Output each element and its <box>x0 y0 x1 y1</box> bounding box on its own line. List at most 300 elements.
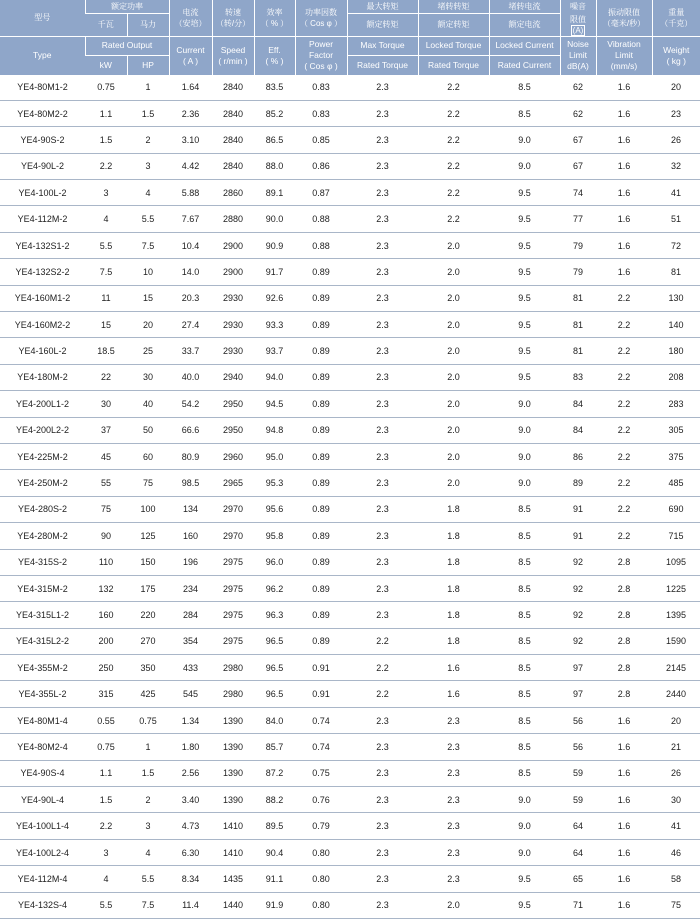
cell-locked-current: 8.5 <box>489 602 560 628</box>
cell-hp: 220 <box>127 602 169 628</box>
cell-hp: 2 <box>127 787 169 813</box>
cell-locked-torque: 2.0 <box>418 892 489 918</box>
cell-locked-torque: 1.8 <box>418 628 489 654</box>
cell-speed: 2960 <box>212 443 254 469</box>
table-row <box>0 575 700 601</box>
cell-hp: 10 <box>127 259 169 285</box>
cell-kw: 0.75 <box>85 734 127 760</box>
cell-current: 196 <box>169 549 212 575</box>
cell-weight: 23 <box>652 100 700 126</box>
cell-noise: 81 <box>560 338 596 364</box>
cell-power-factor: 0.89 <box>295 523 347 549</box>
cell-kw: 5.5 <box>85 232 127 258</box>
cell-weight: 2145 <box>652 655 700 681</box>
cell-eff: 91.1 <box>254 866 295 892</box>
cell-vibration: 2.2 <box>596 417 652 443</box>
cell-locked-current: 8.5 <box>489 760 560 786</box>
cell-kw: 5.5 <box>85 892 127 918</box>
cell-noise: 92 <box>560 628 596 654</box>
cell-weight: 46 <box>652 839 700 865</box>
cell-hp: 425 <box>127 681 169 707</box>
table-row <box>0 549 700 575</box>
cell-vibration: 1.6 <box>596 206 652 232</box>
cell-vibration: 2.8 <box>596 549 652 575</box>
cell-locked-torque: 2.2 <box>418 206 489 232</box>
cell-locked-current: 8.5 <box>489 100 560 126</box>
cell-locked-torque: 2.0 <box>418 364 489 390</box>
cell-current: 40.0 <box>169 364 212 390</box>
cell-eff: 95.3 <box>254 470 295 496</box>
cell-locked-torque: 2.2 <box>418 180 489 206</box>
cell-hp: 1 <box>127 75 169 101</box>
cell-type: YE4-315L2-2 <box>0 628 85 654</box>
table-header <box>0 0 700 75</box>
table-row <box>0 391 700 417</box>
cell-hp: 1.5 <box>127 100 169 126</box>
cell-current: 1.80 <box>169 734 212 760</box>
cell-type: YE4-315L1-2 <box>0 602 85 628</box>
cell-current: 4.42 <box>169 153 212 179</box>
header-vib-cn: 振动限值 （毫米/秒） <box>596 0 652 36</box>
cell-locked-current: 9.5 <box>489 866 560 892</box>
cell-type: YE4-132S1-2 <box>0 232 85 258</box>
cell-current: 354 <box>169 628 212 654</box>
cell-locked-current: 8.5 <box>489 681 560 707</box>
cell-locked-torque: 2.0 <box>418 285 489 311</box>
cell-kw: 315 <box>85 681 127 707</box>
cell-hp: 1 <box>127 734 169 760</box>
cell-kw: 0.55 <box>85 707 127 733</box>
cell-max-torque: 2.3 <box>347 127 418 153</box>
table-row <box>0 153 700 179</box>
cell-eff: 96.5 <box>254 655 295 681</box>
cell-max-torque: 2.3 <box>347 892 418 918</box>
cell-speed: 2840 <box>212 100 254 126</box>
cell-power-factor: 0.91 <box>295 655 347 681</box>
cell-eff: 95.6 <box>254 496 295 522</box>
cell-power-factor: 0.89 <box>295 259 347 285</box>
noise-a-badge: (A) <box>572 25 584 35</box>
cell-type: YE4-160M2-2 <box>0 312 85 338</box>
cell-max-torque: 2.3 <box>347 602 418 628</box>
cell-eff: 96.3 <box>254 602 295 628</box>
cell-locked-current: 9.0 <box>489 391 560 417</box>
cell-weight: 180 <box>652 338 700 364</box>
cell-hp: 150 <box>127 549 169 575</box>
cell-kw: 2.2 <box>85 813 127 839</box>
table-row <box>0 496 700 522</box>
cell-kw: 200 <box>85 628 127 654</box>
cell-eff: 85.2 <box>254 100 295 126</box>
cell-vibration: 2.8 <box>596 628 652 654</box>
cell-max-torque: 2.3 <box>347 206 418 232</box>
header-lockt-cn2: 额定转矩 <box>418 14 489 37</box>
cell-locked-current: 9.5 <box>489 206 560 232</box>
cell-hp: 30 <box>127 364 169 390</box>
cell-power-factor: 0.89 <box>295 575 347 601</box>
cell-speed: 2900 <box>212 232 254 258</box>
cell-power-factor: 0.76 <box>295 787 347 813</box>
cell-type: YE4-160M1-2 <box>0 285 85 311</box>
cell-locked-current: 9.5 <box>489 364 560 390</box>
cell-vibration: 1.6 <box>596 75 652 101</box>
cell-vibration: 2.2 <box>596 523 652 549</box>
header-rated-output-en: Rated Output <box>85 36 169 55</box>
cell-vibration: 2.2 <box>596 285 652 311</box>
table-row <box>0 707 700 733</box>
table-body <box>0 75 700 919</box>
header-lockc-cn: 堵转电流 <box>489 0 560 14</box>
cell-locked-torque: 2.0 <box>418 470 489 496</box>
cell-speed: 2975 <box>212 602 254 628</box>
cell-weight: 81 <box>652 259 700 285</box>
cell-locked-torque: 2.3 <box>418 866 489 892</box>
cell-eff: 88.2 <box>254 787 295 813</box>
cell-kw: 22 <box>85 364 127 390</box>
table-row <box>0 100 700 126</box>
cell-hp: 125 <box>127 523 169 549</box>
cell-type: YE4-90S-4 <box>0 760 85 786</box>
cell-noise: 86 <box>560 443 596 469</box>
cell-type: YE4-280S-2 <box>0 496 85 522</box>
header-current-cn: 电流 （安培） <box>169 0 212 36</box>
cell-hp: 100 <box>127 496 169 522</box>
cell-power-factor: 0.91 <box>295 681 347 707</box>
cell-max-torque: 2.3 <box>347 364 418 390</box>
cell-speed: 2970 <box>212 496 254 522</box>
cell-power-factor: 0.75 <box>295 760 347 786</box>
cell-kw: 1.1 <box>85 100 127 126</box>
table-row <box>0 734 700 760</box>
cell-current: 545 <box>169 681 212 707</box>
cell-eff: 96.5 <box>254 681 295 707</box>
cell-noise: 81 <box>560 312 596 338</box>
cell-kw: 1.5 <box>85 127 127 153</box>
cell-max-torque: 2.3 <box>347 312 418 338</box>
cell-locked-torque: 2.0 <box>418 338 489 364</box>
cell-vibration: 1.6 <box>596 892 652 918</box>
table-row <box>0 655 700 681</box>
cell-power-factor: 0.83 <box>295 100 347 126</box>
cell-hp: 2 <box>127 127 169 153</box>
cell-noise: 67 <box>560 153 596 179</box>
cell-current: 80.9 <box>169 443 212 469</box>
cell-noise: 92 <box>560 549 596 575</box>
cell-eff: 92.6 <box>254 285 295 311</box>
cell-current: 7.67 <box>169 206 212 232</box>
cell-hp: 75 <box>127 470 169 496</box>
cell-noise: 59 <box>560 760 596 786</box>
cell-eff: 88.0 <box>254 153 295 179</box>
cell-type: YE4-200L2-2 <box>0 417 85 443</box>
cell-power-factor: 0.80 <box>295 866 347 892</box>
table-row <box>0 866 700 892</box>
cell-max-torque: 2.3 <box>347 391 418 417</box>
cell-noise: 84 <box>560 391 596 417</box>
cell-kw: 55 <box>85 470 127 496</box>
cell-eff: 94.8 <box>254 417 295 443</box>
cell-speed: 2950 <box>212 417 254 443</box>
cell-noise: 92 <box>560 575 596 601</box>
cell-locked-torque: 2.0 <box>418 417 489 443</box>
cell-vibration: 2.8 <box>596 575 652 601</box>
cell-locked-torque: 1.8 <box>418 575 489 601</box>
cell-max-torque: 2.3 <box>347 285 418 311</box>
cell-kw: 4 <box>85 866 127 892</box>
cell-locked-torque: 2.3 <box>418 813 489 839</box>
cell-kw: 90 <box>85 523 127 549</box>
cell-speed: 2975 <box>212 575 254 601</box>
cell-locked-current: 9.5 <box>489 259 560 285</box>
table-row <box>0 839 700 865</box>
header-maxt-cn: 最大转矩 <box>347 0 418 14</box>
cell-current: 2.56 <box>169 760 212 786</box>
cell-vibration: 1.6 <box>596 232 652 258</box>
cell-weight: 41 <box>652 813 700 839</box>
cell-current: 11.4 <box>169 892 212 918</box>
cell-eff: 89.5 <box>254 813 295 839</box>
cell-weight: 26 <box>652 760 700 786</box>
header-type-cn: 型号 <box>0 0 85 36</box>
cell-max-torque: 2.3 <box>347 338 418 364</box>
cell-vibration: 2.2 <box>596 470 652 496</box>
header-noise-cn: 噪音 <box>560 0 596 14</box>
cell-speed: 1390 <box>212 734 254 760</box>
cell-weight: 485 <box>652 470 700 496</box>
cell-vibration: 1.6 <box>596 707 652 733</box>
table-row <box>0 312 700 338</box>
cell-weight: 30 <box>652 787 700 813</box>
cell-vibration: 1.6 <box>596 100 652 126</box>
cell-noise: 91 <box>560 523 596 549</box>
cell-weight: 58 <box>652 866 700 892</box>
cell-current: 27.4 <box>169 312 212 338</box>
header-speed-en: Speed ( r/min ) <box>212 36 254 75</box>
cell-speed: 2840 <box>212 75 254 101</box>
cell-vibration: 1.6 <box>596 866 652 892</box>
cell-vibration: 1.6 <box>596 787 652 813</box>
cell-locked-torque: 1.8 <box>418 523 489 549</box>
cell-speed: 2930 <box>212 285 254 311</box>
cell-hp: 350 <box>127 655 169 681</box>
header-lockt-cn: 堵转转矩 <box>418 0 489 14</box>
cell-noise: 79 <box>560 259 596 285</box>
cell-kw: 30 <box>85 391 127 417</box>
cell-eff: 91.9 <box>254 892 295 918</box>
header-noise-en: Noise Limit dB(A) <box>560 36 596 75</box>
cell-max-torque: 2.3 <box>347 180 418 206</box>
cell-current: 2.36 <box>169 100 212 126</box>
cell-type: YE4-250M-2 <box>0 470 85 496</box>
cell-type: YE4-225M-2 <box>0 443 85 469</box>
cell-weight: 21 <box>652 734 700 760</box>
cell-hp: 4 <box>127 839 169 865</box>
header-vib-en: Vibration Limit (mm/s) <box>596 36 652 75</box>
cell-speed: 1390 <box>212 707 254 733</box>
cell-current: 20.3 <box>169 285 212 311</box>
cell-kw: 7.5 <box>85 259 127 285</box>
header-hp-cn: 马力 <box>127 14 169 37</box>
cell-noise: 97 <box>560 655 596 681</box>
cell-power-factor: 0.89 <box>295 312 347 338</box>
cell-noise: 56 <box>560 734 596 760</box>
cell-type: YE4-80M2-2 <box>0 100 85 126</box>
cell-hp: 5.5 <box>127 866 169 892</box>
cell-eff: 94.5 <box>254 391 295 417</box>
cell-power-factor: 0.88 <box>295 232 347 258</box>
cell-locked-torque: 2.0 <box>418 259 489 285</box>
cell-power-factor: 0.85 <box>295 127 347 153</box>
cell-noise: 92 <box>560 602 596 628</box>
cell-current: 134 <box>169 496 212 522</box>
cell-kw: 160 <box>85 602 127 628</box>
cell-current: 54.2 <box>169 391 212 417</box>
cell-locked-current: 9.0 <box>489 787 560 813</box>
header-lockc-en: Locked Current <box>489 36 560 55</box>
cell-eff: 93.7 <box>254 338 295 364</box>
cell-weight: 208 <box>652 364 700 390</box>
cell-type: YE4-315S-2 <box>0 549 85 575</box>
cell-max-torque: 2.3 <box>347 496 418 522</box>
cell-max-torque: 2.3 <box>347 813 418 839</box>
cell-vibration: 2.2 <box>596 496 652 522</box>
cell-noise: 89 <box>560 470 596 496</box>
cell-max-torque: 2.3 <box>347 232 418 258</box>
cell-power-factor: 0.86 <box>295 153 347 179</box>
cell-max-torque: 2.3 <box>347 100 418 126</box>
cell-hp: 40 <box>127 391 169 417</box>
cell-locked-current: 8.5 <box>489 549 560 575</box>
cell-eff: 96.2 <box>254 575 295 601</box>
cell-kw: 250 <box>85 655 127 681</box>
cell-current: 33.7 <box>169 338 212 364</box>
header-pf-en: Power Factor ( Cos φ ) <box>295 36 347 75</box>
cell-locked-current: 8.5 <box>489 523 560 549</box>
cell-locked-current: 9.0 <box>489 153 560 179</box>
cell-type: YE4-80M1-2 <box>0 75 85 101</box>
cell-vibration: 1.6 <box>596 839 652 865</box>
cell-type: YE4-80M1-4 <box>0 707 85 733</box>
cell-max-torque: 2.3 <box>347 866 418 892</box>
table-row <box>0 523 700 549</box>
cell-speed: 1390 <box>212 760 254 786</box>
cell-power-factor: 0.80 <box>295 892 347 918</box>
cell-power-factor: 0.89 <box>295 549 347 575</box>
cell-power-factor: 0.74 <box>295 707 347 733</box>
cell-current: 3.10 <box>169 127 212 153</box>
cell-kw: 0.75 <box>85 75 127 101</box>
cell-speed: 1435 <box>212 866 254 892</box>
table-row <box>0 470 700 496</box>
cell-noise: 74 <box>560 180 596 206</box>
cell-locked-torque: 2.0 <box>418 232 489 258</box>
cell-vibration: 2.8 <box>596 655 652 681</box>
cell-noise: 56 <box>560 707 596 733</box>
table-row <box>0 417 700 443</box>
cell-power-factor: 0.89 <box>295 443 347 469</box>
cell-vibration: 1.6 <box>596 760 652 786</box>
cell-kw: 3 <box>85 180 127 206</box>
cell-hp: 60 <box>127 443 169 469</box>
cell-locked-torque: 2.3 <box>418 760 489 786</box>
cell-locked-current: 9.0 <box>489 470 560 496</box>
cell-vibration: 2.2 <box>596 443 652 469</box>
header-type-en: Type <box>0 36 85 75</box>
table-row <box>0 628 700 654</box>
cell-kw: 110 <box>85 549 127 575</box>
cell-max-torque: 2.3 <box>347 523 418 549</box>
cell-max-torque: 2.3 <box>347 549 418 575</box>
cell-current: 284 <box>169 602 212 628</box>
cell-speed: 1410 <box>212 813 254 839</box>
header-current-en: Current ( A ) <box>169 36 212 75</box>
cell-max-torque: 2.3 <box>347 259 418 285</box>
table-row <box>0 892 700 918</box>
cell-noise: 91 <box>560 496 596 522</box>
cell-hp: 175 <box>127 575 169 601</box>
cell-type: YE4-160L-2 <box>0 338 85 364</box>
cell-max-torque: 2.3 <box>347 75 418 101</box>
cell-eff: 91.7 <box>254 259 295 285</box>
cell-vibration: 2.2 <box>596 391 652 417</box>
cell-type: YE4-315M-2 <box>0 575 85 601</box>
cell-speed: 2970 <box>212 523 254 549</box>
cell-vibration: 1.6 <box>596 180 652 206</box>
cell-vibration: 1.6 <box>596 734 652 760</box>
table-row <box>0 338 700 364</box>
cell-locked-current: 9.5 <box>489 312 560 338</box>
cell-weight: 41 <box>652 180 700 206</box>
cell-noise: 62 <box>560 75 596 101</box>
cell-speed: 2840 <box>212 153 254 179</box>
cell-locked-current: 9.5 <box>489 338 560 364</box>
cell-kw: 11 <box>85 285 127 311</box>
cell-power-factor: 0.83 <box>295 75 347 101</box>
cell-weight: 130 <box>652 285 700 311</box>
cell-locked-current: 8.5 <box>489 628 560 654</box>
cell-locked-current: 9.0 <box>489 127 560 153</box>
cell-hp: 3 <box>127 813 169 839</box>
cell-locked-torque: 1.6 <box>418 655 489 681</box>
cell-max-torque: 2.3 <box>347 417 418 443</box>
cell-speed: 2975 <box>212 628 254 654</box>
header-kw-en: kW <box>85 55 127 75</box>
cell-current: 14.0 <box>169 259 212 285</box>
cell-hp: 50 <box>127 417 169 443</box>
cell-max-torque: 2.3 <box>347 470 418 496</box>
cell-type: YE4-200L1-2 <box>0 391 85 417</box>
cell-kw: 75 <box>85 496 127 522</box>
cell-max-torque: 2.2 <box>347 655 418 681</box>
cell-locked-current: 8.5 <box>489 707 560 733</box>
table-row <box>0 681 700 707</box>
cell-locked-torque: 2.3 <box>418 787 489 813</box>
cell-locked-current: 8.5 <box>489 655 560 681</box>
cell-power-factor: 0.74 <box>295 734 347 760</box>
cell-power-factor: 0.89 <box>295 628 347 654</box>
cell-max-torque: 2.3 <box>347 443 418 469</box>
cell-vibration: 1.6 <box>596 153 652 179</box>
cell-eff: 86.5 <box>254 127 295 153</box>
cell-locked-torque: 2.2 <box>418 75 489 101</box>
cell-max-torque: 2.3 <box>347 839 418 865</box>
table-row <box>0 364 700 390</box>
header-weight-cn: 重量 （千克） <box>652 0 700 36</box>
cell-max-torque: 2.2 <box>347 628 418 654</box>
cell-speed: 2930 <box>212 338 254 364</box>
cell-noise: 65 <box>560 866 596 892</box>
cell-current: 8.34 <box>169 866 212 892</box>
